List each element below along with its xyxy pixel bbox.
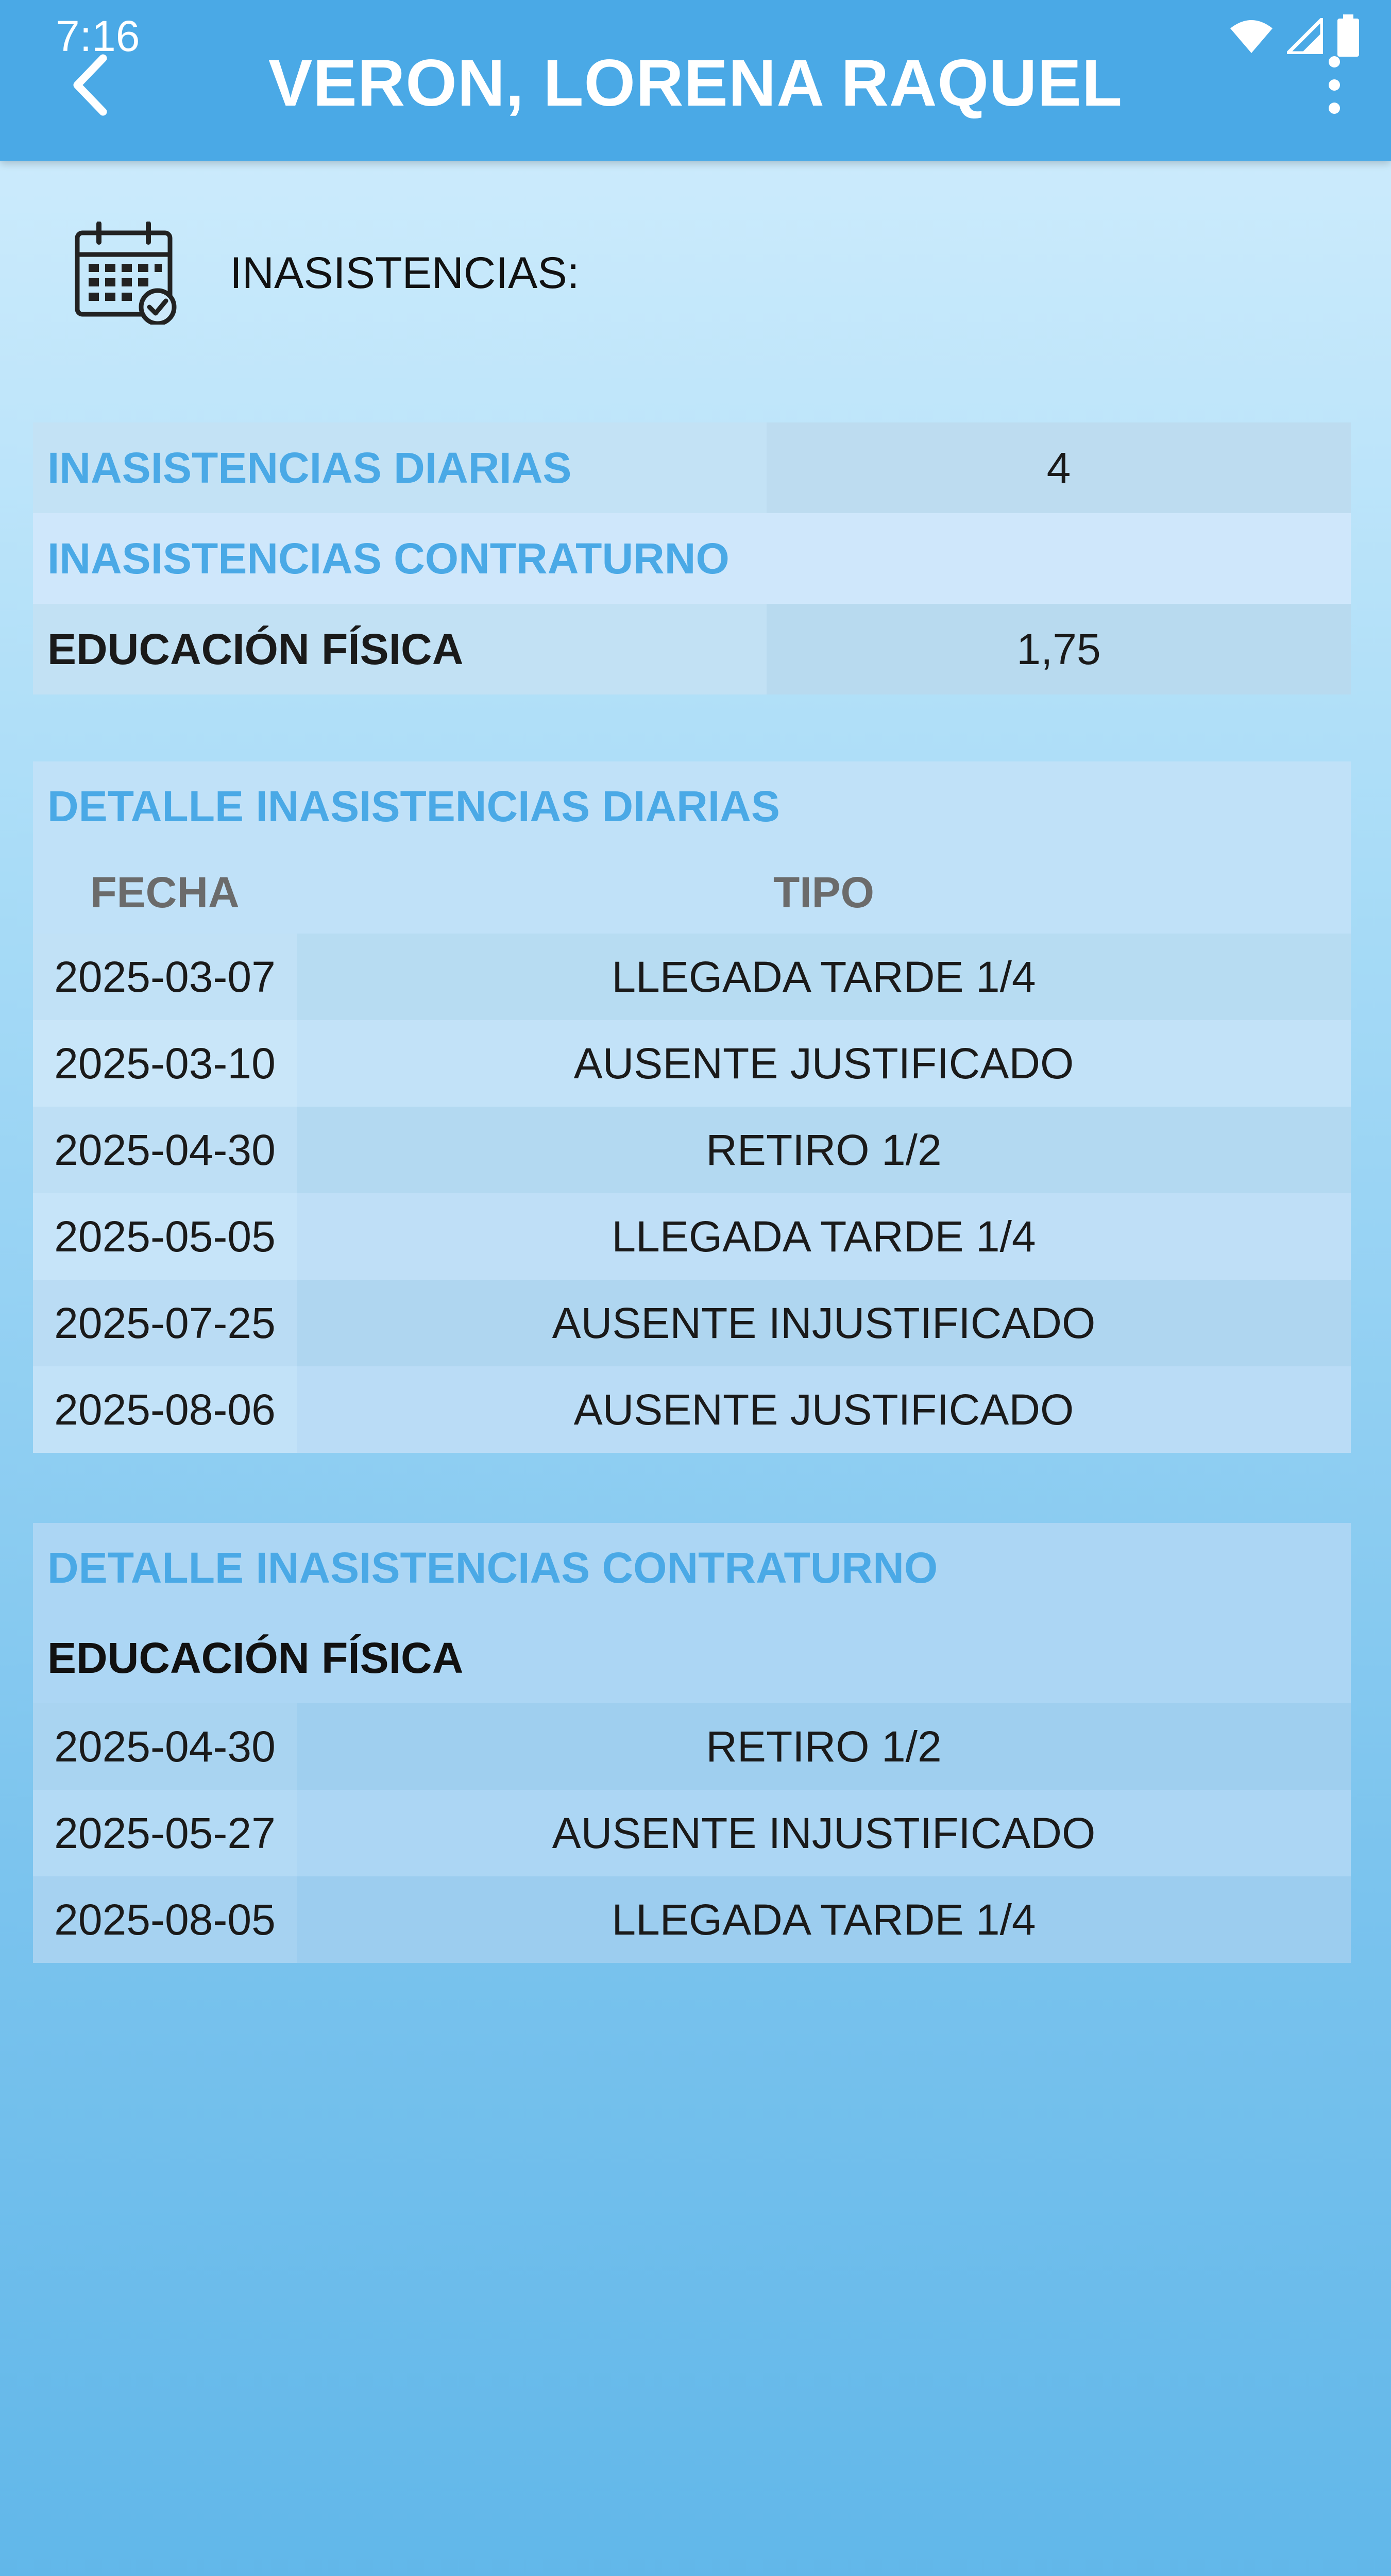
row-type: LLEGADA TARDE 1/4 (612, 952, 1036, 1001)
row-date: 2025-03-10 (33, 1020, 297, 1107)
table-row (33, 1020, 1351, 1107)
more-vert-icon (1327, 54, 1342, 116)
subject-label: EDUCACIÓN FÍSICA (33, 604, 767, 694)
summary-row-daily (33, 422, 1351, 513)
row-type: AUSENTE JUSTIFICADO (573, 1385, 1074, 1434)
col-date-header: FECHA (90, 868, 240, 917)
table-row (33, 934, 1351, 1020)
subject-value: 1,75 (767, 604, 1351, 694)
row-type: LLEGADA TARDE 1/4 (612, 1895, 1036, 1944)
table-row (33, 1280, 1351, 1366)
table-row (33, 1366, 1351, 1453)
row-date: 2025-04-30 (33, 1107, 297, 1193)
row-type: AUSENTE JUSTIFICADO (573, 1039, 1074, 1088)
daily-detail-table (33, 761, 1351, 1453)
calendar-check-icon (72, 222, 180, 325)
row-type: RETIRO 1/2 (706, 1125, 942, 1174)
row-date: 2025-08-05 (33, 1876, 297, 1963)
daily-label: INASISTENCIAS DIARIAS (33, 422, 767, 513)
row-type: AUSENTE INJUSTIFICADO (552, 1298, 1096, 1347)
table-row (33, 1193, 1351, 1280)
table-row (33, 1876, 1351, 1963)
table-row (33, 1107, 1351, 1193)
contra-detail-table (33, 1523, 1351, 1963)
summary-row-subject (33, 604, 1351, 694)
app-bar (0, 0, 1391, 161)
row-date: 2025-07-25 (33, 1280, 297, 1366)
table-row (33, 1790, 1351, 1876)
summary-table (33, 422, 1351, 694)
contra-label: INASISTENCIAS CONTRATURNO (33, 513, 1351, 604)
table-row (33, 1703, 1351, 1790)
contra-detail-title: DETALLE INASISTENCIAS CONTRATURNO (47, 1543, 938, 1592)
daily-detail-header (33, 851, 1351, 934)
status-time: 7:16 (56, 12, 140, 60)
contra-subject-header: EDUCACIÓN FÍSICA (47, 1633, 464, 1682)
row-date: 2025-08-06 (33, 1366, 297, 1453)
daily-value: 4 (767, 422, 1351, 513)
row-date: 2025-05-05 (33, 1193, 297, 1280)
daily-detail-title: DETALLE INASISTENCIAS DIARIAS (47, 782, 780, 831)
row-date: 2025-05-27 (33, 1790, 297, 1876)
row-type: RETIRO 1/2 (706, 1722, 942, 1771)
col-type-header: TIPO (773, 868, 874, 917)
row-date: 2025-04-30 (33, 1703, 297, 1790)
summary-row-contra (33, 513, 1351, 604)
section-label: INASISTENCIAS: (230, 248, 580, 298)
section-header (72, 222, 580, 325)
page-title: VERON, LORENA RAQUEL (268, 46, 1123, 120)
row-type: LLEGADA TARDE 1/4 (612, 1212, 1036, 1261)
row-date: 2025-03-07 (33, 934, 297, 1020)
row-type: AUSENTE INJUSTIFICADO (552, 1808, 1096, 1857)
more-menu-button[interactable] (1314, 46, 1355, 124)
